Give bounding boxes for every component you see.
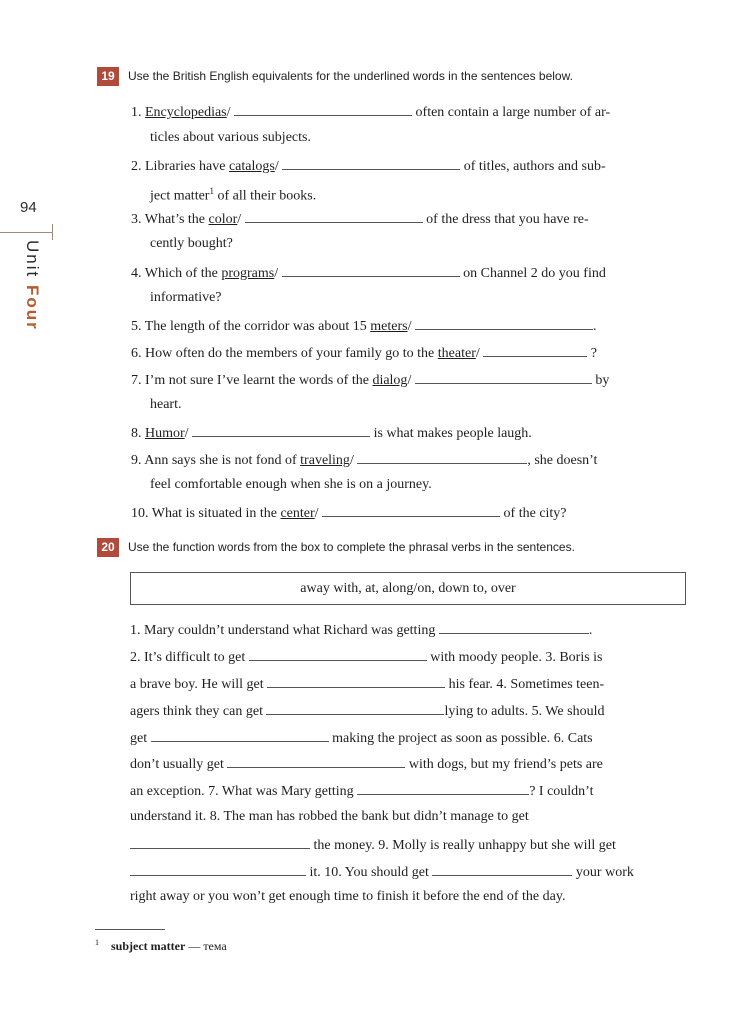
answer-blank[interactable] bbox=[432, 862, 572, 876]
ex19-item-3-cont: cently bought? bbox=[150, 236, 233, 251]
answer-blank[interactable] bbox=[439, 620, 589, 634]
ex20-line-11: right away or you won’t get enough time to finish it before the end of the day. bbox=[130, 889, 566, 904]
answer-blank[interactable] bbox=[249, 647, 427, 661]
footnote bbox=[95, 938, 227, 954]
exercise-19-header bbox=[97, 66, 573, 86]
ex19-item-9: 9. Ann says she is not fond of traveling/ , she doesn’t bbox=[131, 450, 597, 470]
word-box-text: away with, at, along/on, down to, over bbox=[300, 580, 516, 596]
footnote-divider bbox=[95, 929, 165, 930]
answer-blank[interactable] bbox=[415, 370, 592, 384]
footnote-term: subject matter bbox=[111, 939, 186, 953]
ex19-item-7-cont: heart. bbox=[150, 397, 182, 412]
unit-word: Unit bbox=[23, 240, 42, 279]
answer-blank[interactable] bbox=[245, 209, 423, 223]
answer-blank[interactable] bbox=[266, 701, 444, 715]
ex19-item-4-cont: informative? bbox=[150, 290, 222, 305]
ex19-item-6: 6. How often do the members of your family go to the theater/ ? bbox=[131, 343, 597, 363]
word-box bbox=[130, 572, 686, 605]
ex20-line-7: an exception. 7. What was Mary getting ? I couldn’t bbox=[130, 781, 593, 801]
answer-blank[interactable] bbox=[267, 674, 445, 688]
ex20-line-9: the money. 9. Molly is really unhappy but she will get bbox=[130, 835, 616, 855]
ex20-line-3: a brave boy. He will get his fear. 4. Sometimes teen- bbox=[130, 674, 604, 694]
exercise-instruction: Use the British English equivalents for the underlined words in the sentences below. bbox=[128, 69, 573, 83]
answer-blank[interactable] bbox=[357, 781, 529, 795]
ex19-item-2-cont: ject matter$^1$ of all their books. bbox=[150, 186, 317, 204]
ex20-line-4: agers think they can get lying to adults. 5. We should bbox=[130, 701, 604, 721]
ex19-item-8: 8. Humor/ is what makes people laugh. bbox=[131, 423, 532, 443]
sidebar-divider-vertical bbox=[52, 224, 53, 240]
answer-blank[interactable] bbox=[357, 450, 527, 464]
answer-blank[interactable] bbox=[483, 343, 587, 357]
ex19-item-7: 7. I’m not sure I’ve learnt the words of the dialog/ by bbox=[131, 370, 609, 390]
page-number: 94 bbox=[20, 199, 37, 216]
answer-blank[interactable] bbox=[234, 102, 412, 116]
answer-blank[interactable] bbox=[415, 316, 593, 330]
answer-blank[interactable] bbox=[227, 754, 405, 768]
ex19-item-2: 2. Libraries have catalogs/ of titles, authors and sub- bbox=[131, 156, 606, 176]
ex20-line-5: get making the project as soon as possible. 6. Cats bbox=[130, 728, 593, 748]
ex19-item-3: 3. What’s the color/ of the dress that you have re- bbox=[131, 209, 589, 229]
footnote-mark: 1 bbox=[95, 938, 99, 947]
ex19-item-9-cont: feel comfortable enough when she is on a journey. bbox=[150, 477, 432, 492]
exercise-number-badge: 19 bbox=[97, 67, 119, 86]
sidebar-divider bbox=[0, 232, 53, 233]
exercise-instruction: Use the function words from the box to complete the phrasal verbs in the sentences. bbox=[128, 540, 575, 554]
exercise-number-badge: 20 bbox=[97, 538, 119, 557]
answer-blank[interactable] bbox=[322, 503, 500, 517]
answer-blank[interactable] bbox=[130, 835, 310, 849]
ex20-line-8: understand it. 8. The man has robbed the bank but didn’t manage to get bbox=[130, 809, 529, 824]
answer-blank[interactable] bbox=[282, 263, 460, 277]
exercise-20-header bbox=[97, 537, 575, 557]
ex19-item-4: 4. Which of the programs/ on Channel 2 do you find bbox=[131, 263, 606, 283]
unit-name: Four bbox=[23, 284, 42, 331]
answer-blank[interactable] bbox=[192, 423, 370, 437]
answer-blank[interactable] bbox=[151, 728, 329, 742]
ex19-item-5: 5. The length of the corridor was about 15 meters/ . bbox=[131, 316, 596, 336]
answer-blank[interactable] bbox=[130, 862, 306, 876]
footnote-definition: — тема bbox=[185, 939, 227, 953]
ex19-item-1-cont: ticles about various subjects. bbox=[150, 130, 311, 145]
ex19-item-10: 10. What is situated in the center/ of the city? bbox=[131, 503, 567, 523]
ex20-line-1: 1. Mary couldn’t understand what Richard was getting . bbox=[130, 620, 592, 640]
answer-blank[interactable] bbox=[282, 156, 460, 170]
unit-label bbox=[22, 240, 42, 331]
ex20-line-2: 2. It’s difficult to get with moody people. 3. Boris is bbox=[130, 647, 603, 667]
ex20-line-6: don’t usually get with dogs, but my friend’s pets are bbox=[130, 754, 603, 774]
ex20-line-10: it. 10. You should get your work bbox=[130, 862, 634, 882]
ex19-item-1: 1. Encyclopedias/ often contain a large number of ar- bbox=[131, 102, 610, 122]
